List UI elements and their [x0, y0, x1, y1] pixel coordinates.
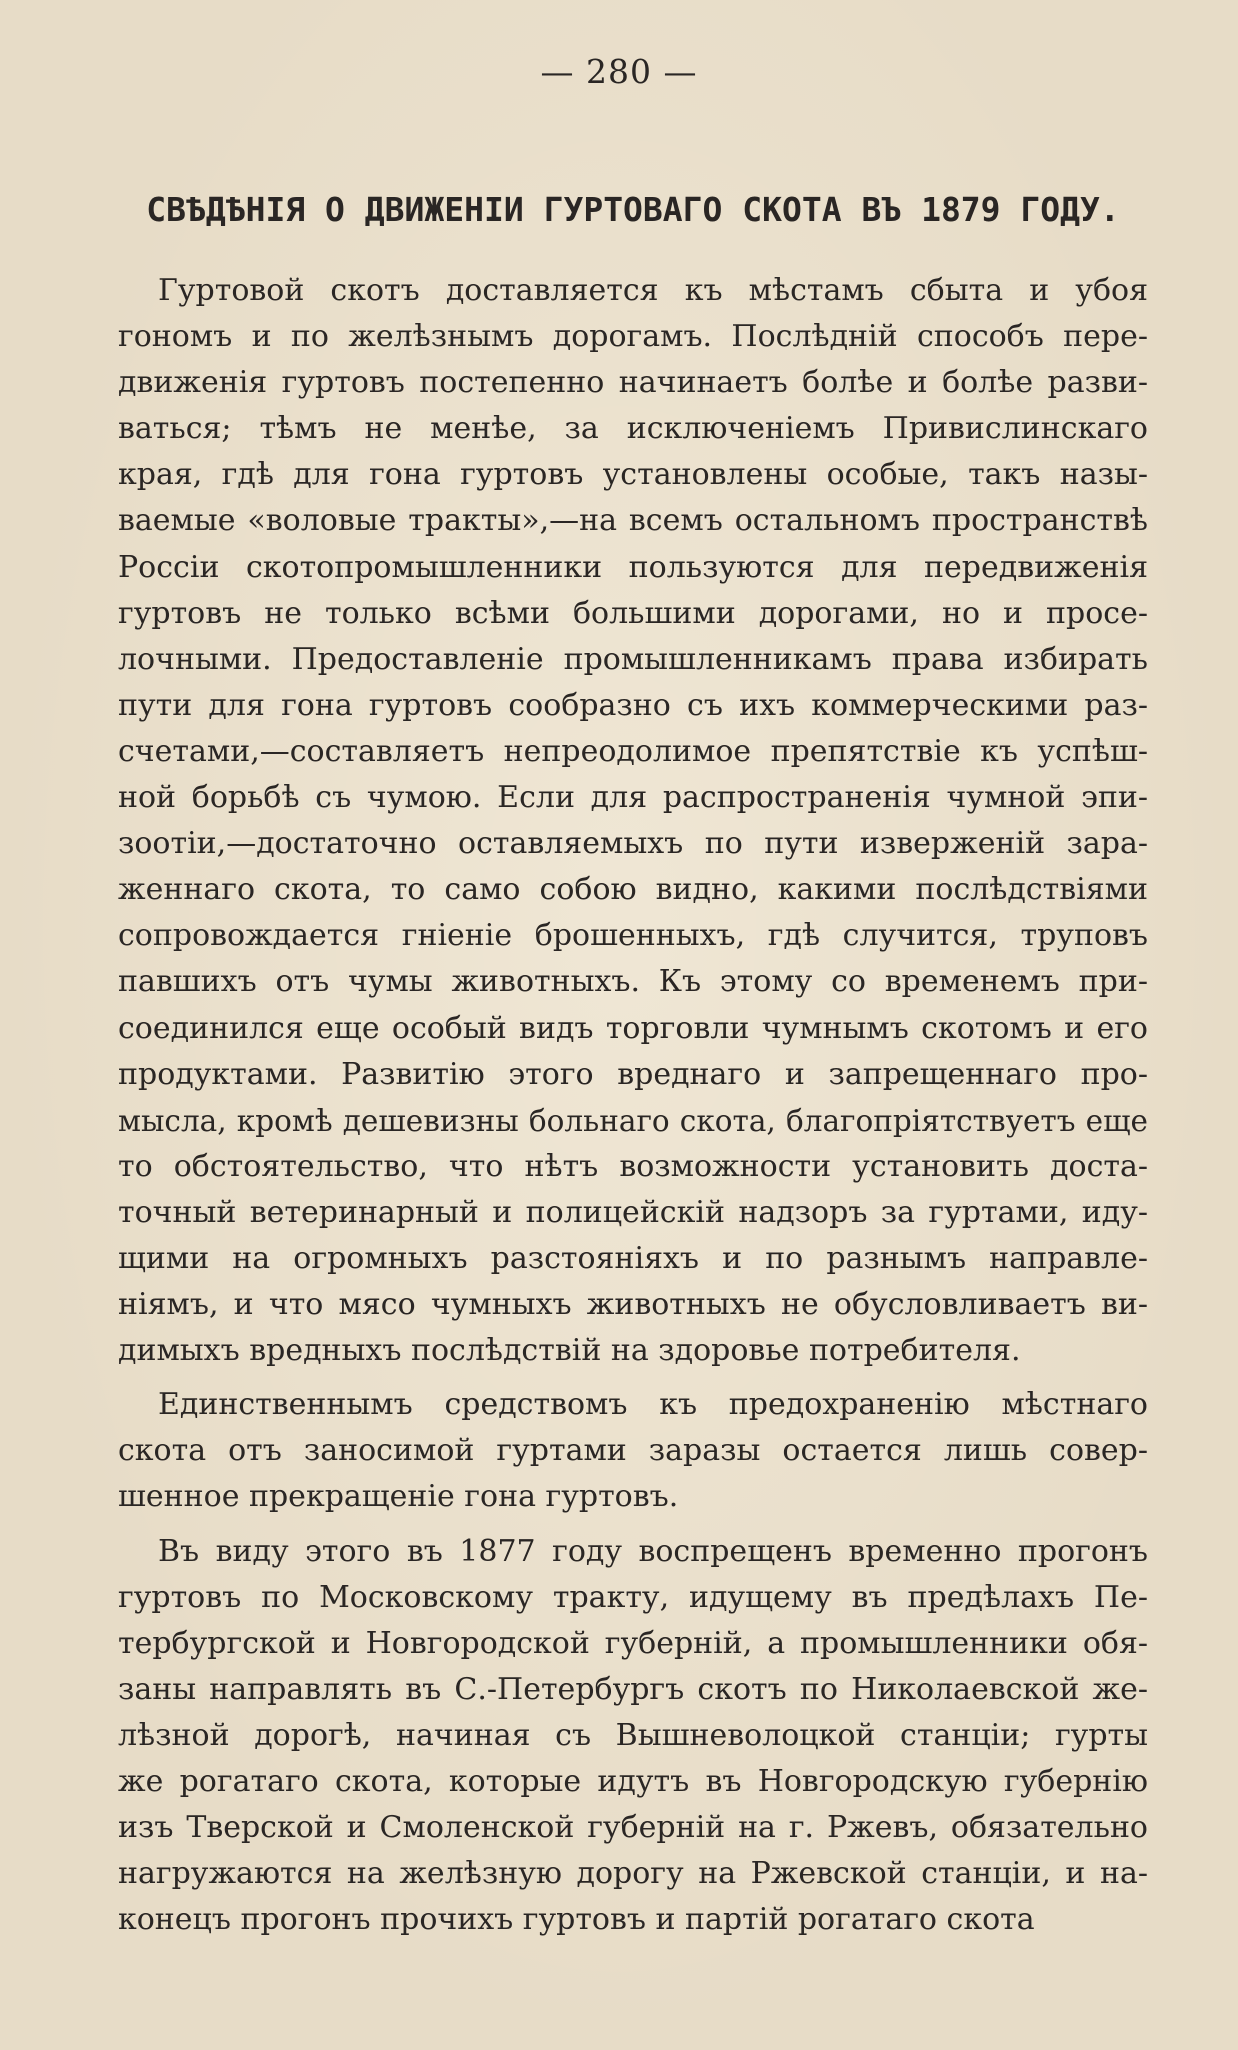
text-line: сопровождается гніеніе брошенныхъ, гдѣ случится, труповъ	[118, 918, 1148, 954]
text-line: гуртовъ по Московскому тракту, идущему въ предѣлахъ Пе-	[118, 1579, 1148, 1615]
text-line: счетами,—составляетъ непреодолимое препятствіе къ успѣш-	[118, 733, 1148, 769]
text-line: лѣзной дорогѣ, начиная съ Вышневолоцкой станціи; гурты	[118, 1717, 1148, 1753]
text-line: скота отъ заносимой гуртами заразы остается лишь совер-	[118, 1433, 1148, 1469]
text-line: движенія гуртовъ постепенно начинаетъ болѣе и болѣе разви-	[118, 365, 1148, 401]
text-line: гуртовъ не только всѣми большими дорогами, но и просе-	[118, 595, 1148, 631]
paragraph	[118, 1382, 1148, 1520]
text-line: точный ветеринарный и полицейскій надзоръ за гуртами, иду-	[118, 1194, 1148, 1230]
text-line: ніямъ, и что мясо чумныхъ животныхъ не обусловливаетъ ви-	[118, 1287, 1148, 1323]
paragraph	[118, 1529, 1148, 1944]
text-line: нагружаются на желѣзную дорогу на Ржевской станціи, и на-	[118, 1856, 1148, 1892]
text-line: ваемые «воловые тракты»,—на всемъ остальномъ пространствѣ	[118, 503, 1148, 539]
text-line: продуктами. Развитію этого вреднаго и запрещеннаго про-	[118, 1056, 1148, 1092]
text-line: ваться; тѣмъ не менѣе, за исключеніемъ Привислинскаго	[118, 411, 1148, 447]
text-line: димыхъ вредныхъ послѣдствій на здоровье потребителя.	[118, 1333, 1021, 1369]
text-line: Гуртовой скотъ доставляется къ мѣстамъ сбыта и убоя	[158, 273, 1148, 308]
page-number: — 280 —	[540, 52, 698, 91]
text-line: гономъ и по желѣзнымъ дорогамъ. Послѣдній способъ пере-	[118, 319, 1148, 355]
text-line: павшихъ отъ чумы животныхъ. Къ этому со временемъ при-	[118, 964, 1148, 1000]
text-line: пути для гона гуртовъ сообразно съ ихъ коммерческими раз-	[118, 687, 1148, 723]
text-line: Единственнымъ средствомъ къ предохраненію мѣстнаго	[158, 1387, 1148, 1423]
text-line: тербургской и Новгородской губерній, а промышленники обя-	[118, 1625, 1148, 1661]
text-line: конецъ прогонъ прочихъ гуртовъ и партій рогатаго скота	[118, 1902, 1035, 1938]
text-line: щими на огромныхъ разстояніяхъ и по разнымъ направле-	[118, 1240, 1148, 1276]
text-line: края, гдѣ для гона гуртовъ установлены особые, такъ назы-	[118, 457, 1148, 493]
text-line: заны направлять въ С.-Петербургъ скотъ по Николаевской же-	[118, 1671, 1148, 1707]
text-line: лочными. Предоставленіе промышленникамъ права избирать	[118, 641, 1148, 677]
text-line: женнаго скота, то само собою видно, какими послѣдствіями	[118, 872, 1148, 908]
text-line: то обстоятельство, что нѣтъ возможности установить доста-	[118, 1148, 1148, 1184]
text-line: шенное прекращеніе гона гуртовъ.	[118, 1479, 679, 1515]
text-line: ной борьбѣ съ чумою. Если для распространенія чумной эпи-	[118, 780, 1148, 816]
text-line: зоотіи,—достаточно оставляемыхъ по пути изверженій зара-	[118, 826, 1148, 862]
text-line: мысла, кромѣ дешевизны больнаго скота, благопріятствуетъ еще	[118, 1103, 1148, 1138]
paragraph	[118, 268, 1148, 1374]
section-heading: СВѢДѢНІЯ О ДВИЖЕНІИ ГУРТОВАГО СКОТА ВЪ 1879 ГОДУ.	[146, 190, 1120, 229]
text-line: Россіи скотопромышленники пользуются для передвиженія	[118, 549, 1148, 585]
text-line: же рогатаго скота, которые идутъ въ Новгородскую губернію	[118, 1764, 1148, 1799]
text-line: Въ виду этого въ 1877 году воспрещенъ временно прогонъ	[158, 1533, 1148, 1569]
body-text	[118, 268, 1148, 1943]
text-line: изъ Тверской и Смоленской губерній на г. Ржевъ, обязательно	[118, 1810, 1148, 1846]
text-line: соединился еще особый видъ торговли чумнымъ скотомъ и его	[118, 1010, 1148, 1046]
